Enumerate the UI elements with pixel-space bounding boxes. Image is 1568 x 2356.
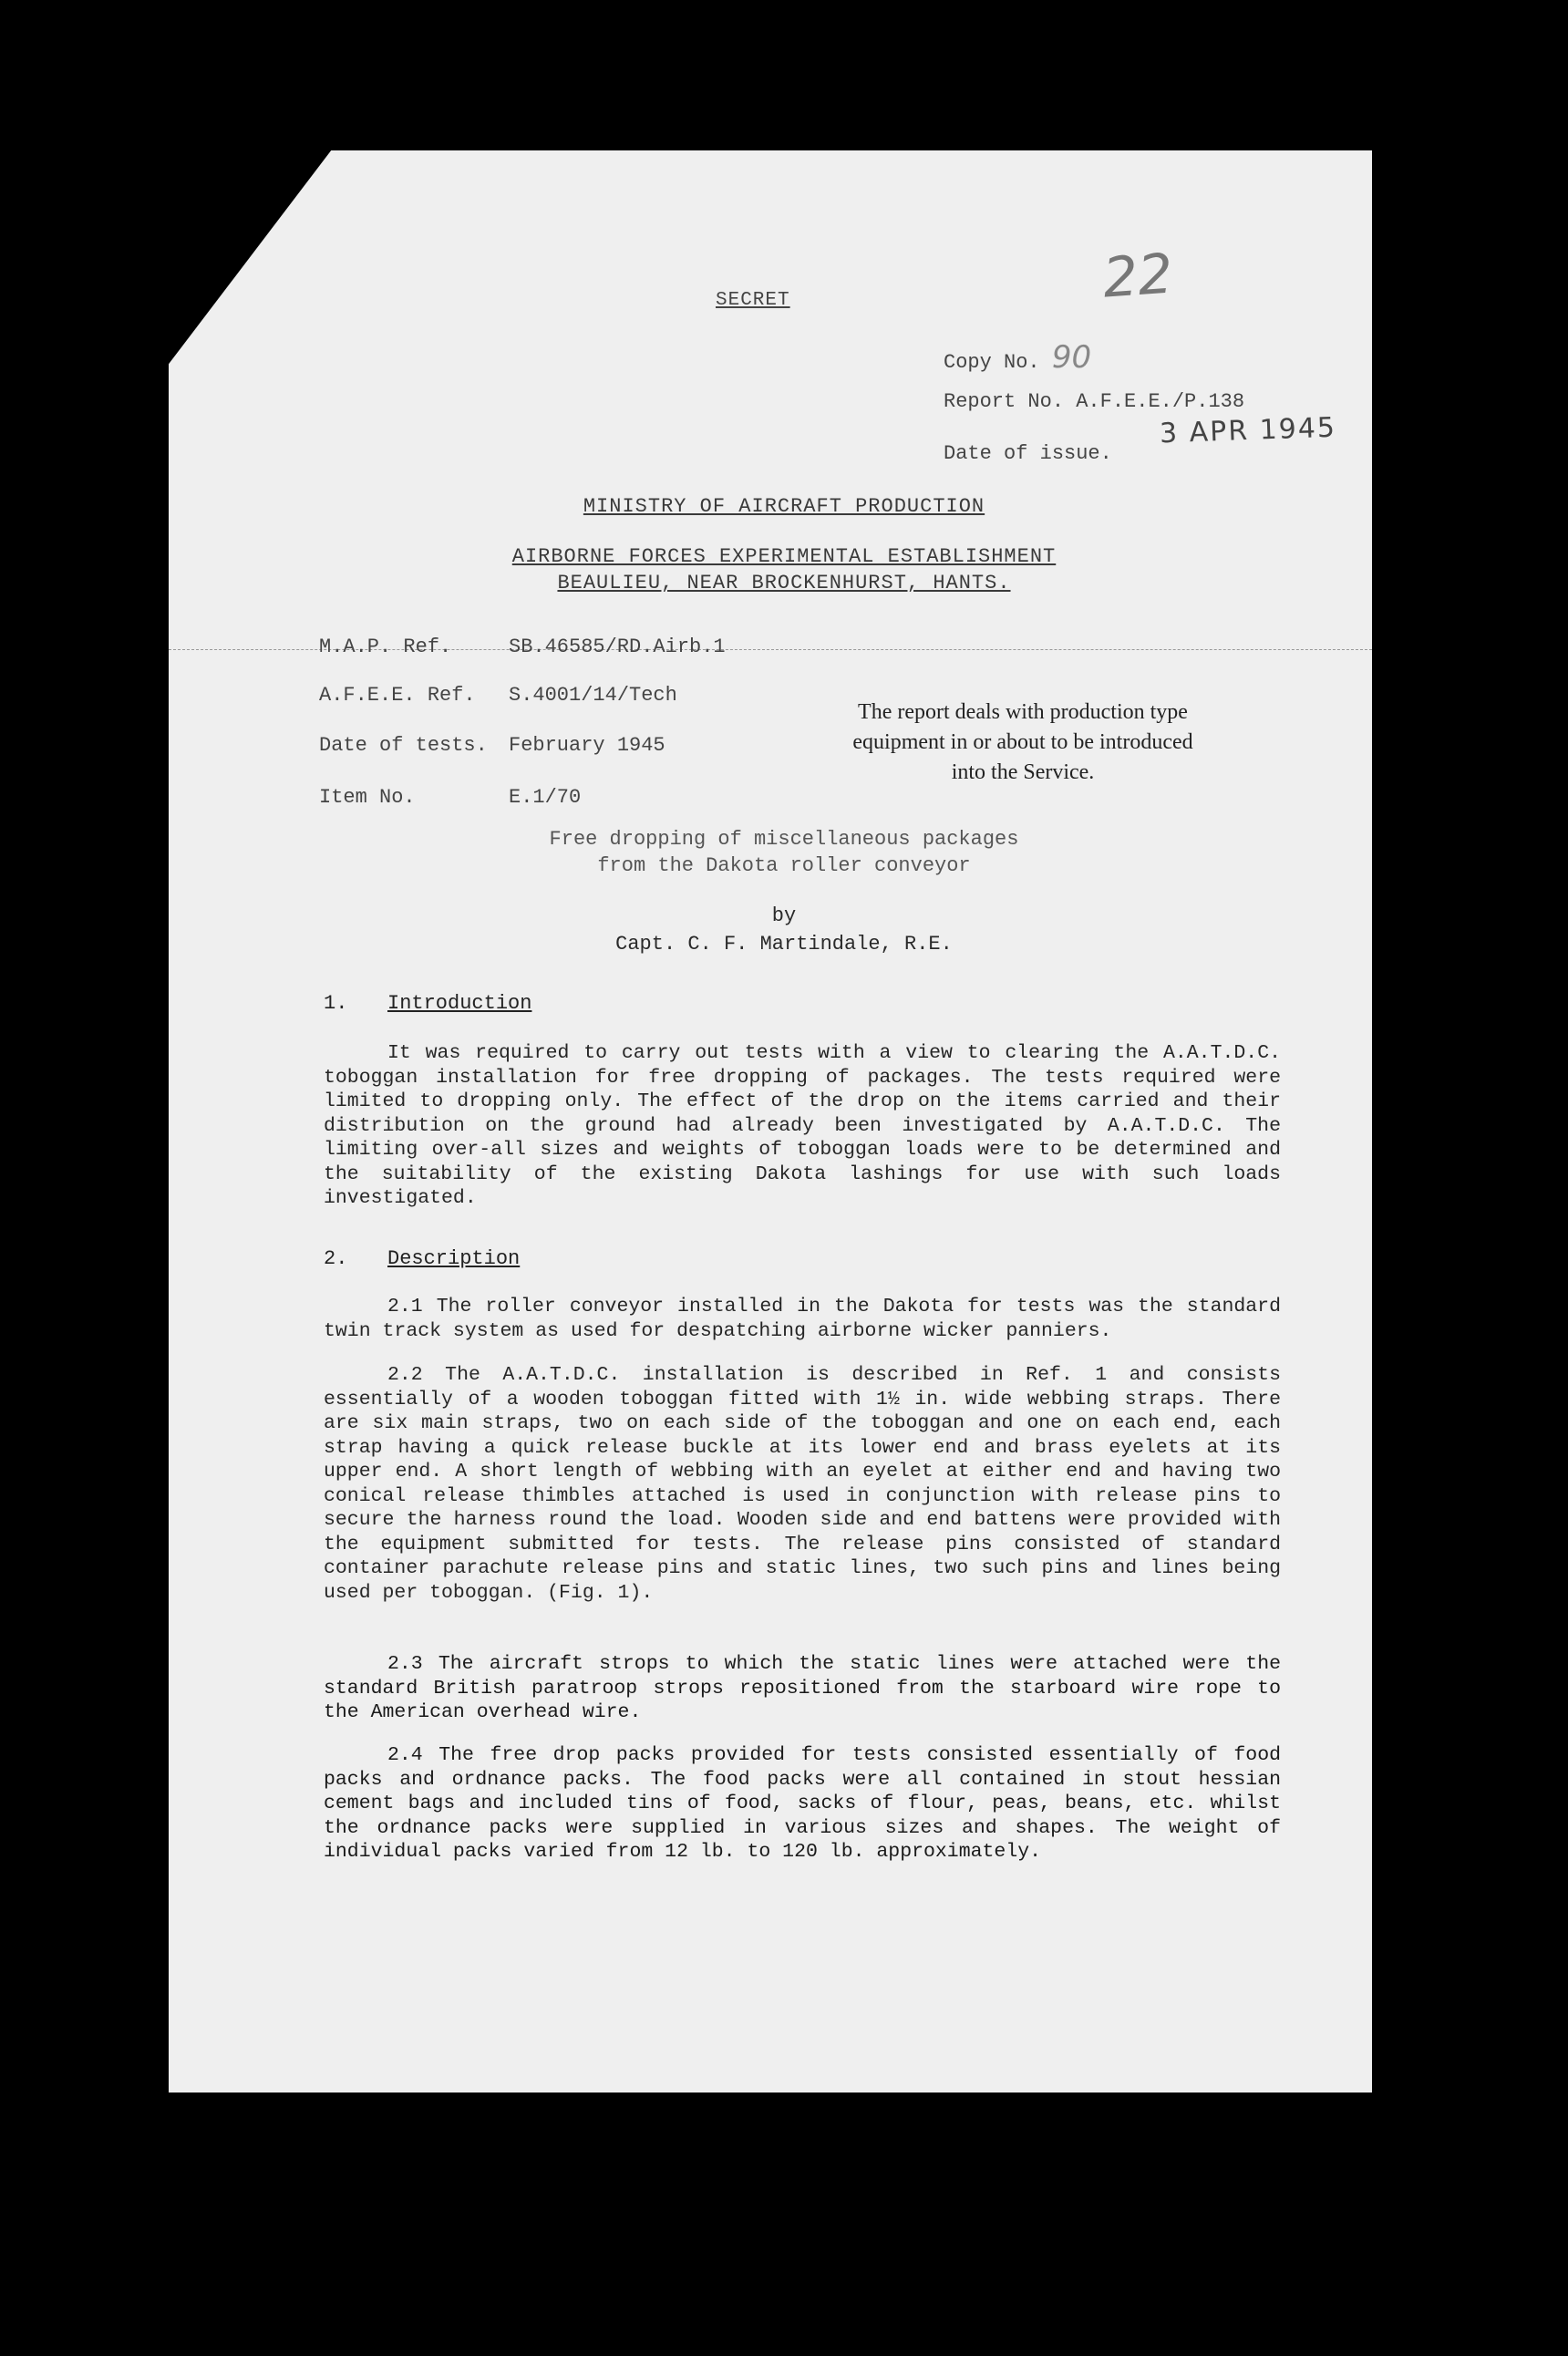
- section-number: 2.: [324, 1247, 348, 1270]
- description-paragraph: 2.3 The aircraft strops to which the static lines were attached were the standard British paratroop strops repositioned from the starboard wire rope to the American overhead wire.: [324, 1653, 1281, 1723]
- subject-line: from the Dakota roller conveyor: [597, 854, 971, 877]
- section-number: 1.: [324, 992, 348, 1015]
- notice-line: into the Service.: [951, 760, 1095, 784]
- classification-marking: SECRET: [716, 290, 790, 311]
- description-paragraph: 2.2 The A.A.T.D.C. installation is described in Ref. 1 and consists essentially of a wooden toboggan fitted with 1½ in. wide webbing straps. There are six main straps, two on each side of the toboggan and one on each end, each strap having a quick release buckle at its lower end and brass eyelets at its upper end. A short length of webbing with an eyelet at either end and having two conical release thimbles attached is used in conjunction with release pins to secure the harness round the load. Wooden side and end battens were provided with the equipment submitted for tests. The release pins consisted of standard container parachute release pins and static lines, two such pins and lines being used per toboggan. (Fig. 1).: [324, 1364, 1281, 1604]
- date-stamp: 3 APR 1945: [1159, 411, 1337, 450]
- section-title: Introduction: [387, 992, 532, 1015]
- copy-number-line: [944, 339, 1091, 376]
- reference-label: M.A.P. Ref.: [319, 636, 452, 658]
- reference-value: SB.46585/RD.Airb.1: [509, 636, 726, 658]
- production-equipment-notice: [786, 698, 1260, 788]
- reference-value: E.1/70: [509, 786, 582, 809]
- reference-label: A.F.E.E. Ref.: [319, 684, 476, 707]
- description-paragraph: 2.1 The roller conveyor installed in the Dakota for tests was the standard twin track system as used for despatching airborne wicker panniers.: [324, 1296, 1281, 1342]
- reference-value: February 1945: [509, 734, 665, 757]
- copy-number: 90: [1051, 339, 1092, 376]
- copy-label: Copy No.: [944, 351, 1040, 374]
- date-of-issue-line: [944, 442, 1112, 465]
- establishment-heading: AIRBORNE FORCES EXPERIMENTAL ESTABLISHMENT: [511, 545, 1057, 568]
- report-number-line: [944, 390, 1244, 413]
- ministry-heading: MINISTRY OF AIRCRAFT PRODUCTION: [583, 495, 985, 518]
- report-number: A.F.E.E./P.138: [1076, 390, 1245, 413]
- report-label: Report No.: [944, 390, 1065, 413]
- introduction-paragraph: It was required to carry out tests with a view to clearing the A.A.T.D.C. toboggan installation for free dropping of packages. The tests required were limited to dropping only. The effect of the drop on the items carried and their distribution on the ground had already been investigated by A.A.T.D.C. The limiting over-all sizes and weights of toboggan loads were to be determined and the suitability of the existing Dakota lashings for use with such loads investigated.: [324, 1042, 1281, 1209]
- location-heading: BEAULIEU, NEAR BROCKENHURST, HANTS.: [557, 572, 1011, 594]
- notice-line: The report deals with production type: [858, 700, 1188, 724]
- author-name: Capt. C. F. Martindale, R.E.: [615, 933, 953, 956]
- reference-value: S.4001/14/Tech: [509, 684, 677, 707]
- handwritten-page-number: 22: [1100, 242, 1175, 311]
- notice-line: equipment in or about to be introduced: [852, 730, 1193, 754]
- date-of-issue-label: Date of issue.: [944, 442, 1112, 465]
- section-title: Description: [387, 1247, 521, 1270]
- reference-label: Date of tests.: [319, 734, 488, 757]
- subject-line: Free dropping of miscellaneous packages: [549, 828, 1019, 851]
- section-heading: [324, 1247, 520, 1270]
- section-heading: [324, 992, 531, 1015]
- by-line: by: [771, 904, 797, 927]
- description-paragraph: 2.4 The free drop packs provided for tests consisted essentially of food packs and ordnance packs. The food packs were all contained in stout hessian cement bags and included tins of food, sacks of flour, peas, beans, etc. whilst the ordnance packs were supplied in various sizes and shapes. The weight of individual packs varied from 12 lb. to 120 lb. approximately.: [324, 1744, 1281, 1863]
- reference-label: Item No.: [319, 786, 416, 809]
